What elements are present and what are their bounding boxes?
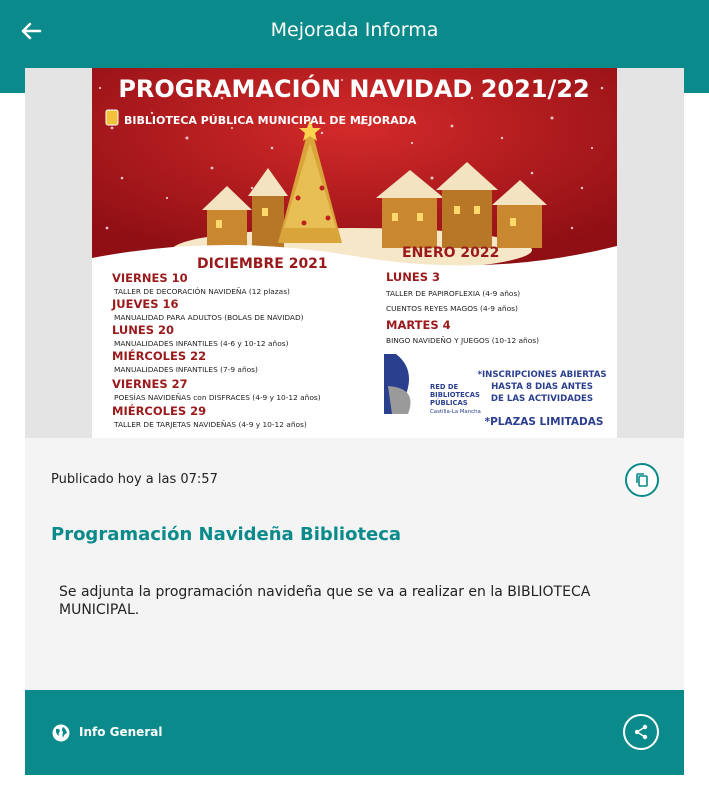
december-day: VIERNES 27 <box>112 377 188 391</box>
town-crest-icon <box>106 110 118 125</box>
notice-line4: *PLAZAS LIMITADAS <box>484 416 604 428</box>
january-activity: TALLER DE PAPIROFLEXIA (4-9 años) <box>386 289 521 298</box>
notice-line2: HASTA 8 DIAS ANTES <box>491 382 593 392</box>
december-day: MIÉRCOLES 22 <box>112 349 207 363</box>
poster-title: PROGRAMACIÓN NAVIDAD 2021/22 <box>118 75 590 103</box>
registration-notice <box>477 370 606 428</box>
january-day: LUNES 3 <box>386 270 441 284</box>
december-activity: TALLER DE DECORACIÓN NAVIDEÑA (12 plazas) <box>114 287 290 296</box>
january-activity: CUENTOS REYES MAGOS (4-9 años) <box>386 304 518 313</box>
poster-container <box>25 68 684 438</box>
december-activity: MANUALIDAD PARA ADULTOS (BOLAS DE NAVIDAD) <box>114 313 304 322</box>
network-line4: Castilla-La Mancha <box>430 409 481 415</box>
notice-line3: DE LAS ACTIVIDADES <box>490 394 594 404</box>
app-title: Mejorada Informa <box>270 19 439 41</box>
december-activity: TALLER DE TARJETAS NAVIDEÑAS (4-9 y 10-12 años) <box>114 420 307 429</box>
share-button[interactable] <box>623 714 659 750</box>
network-line2: BIBLIOTECAS <box>430 391 480 399</box>
december-day: VIERNES 10 <box>112 271 188 285</box>
january-heading: ENERO 2022 <box>402 245 500 261</box>
article-body: Se adjunta la programación navideña que se va a realizar en la BIBLIOTECA MUNICIPAL. <box>59 584 591 618</box>
copy-button[interactable] <box>625 463 659 497</box>
globe-icon <box>51 723 71 743</box>
news-card <box>25 68 684 775</box>
card-footer <box>25 690 684 775</box>
network-line3: PÚBLICAS <box>430 399 468 407</box>
december-day: LUNES 20 <box>112 323 175 337</box>
notice-line1: *INSCRIPCIONES ABIERTAS <box>477 370 607 380</box>
january-day: MARTES 4 <box>386 318 451 332</box>
article-title: Programación Navideña Biblioteca <box>51 524 402 545</box>
december-day: JUEVES 16 <box>112 297 179 311</box>
december-activity: MANUALIDADES INFANTILES (7-9 años) <box>114 365 258 374</box>
network-line1: RED DE <box>430 383 459 391</box>
published-time: Publicado hoy a las 07:57 <box>51 472 218 487</box>
category-link[interactable]: Info General <box>79 725 163 739</box>
december-heading: DICIEMBRE 2021 <box>197 256 328 272</box>
december-activity: MANUALIDADES INFANTILES (4-6 y 10-12 años) <box>114 339 289 348</box>
december-activity: POESÍAS NAVIDEÑAS con DISFRACES (4-9 y 10-12 años) <box>114 393 321 402</box>
copy-icon <box>634 472 650 488</box>
share-icon <box>633 724 649 740</box>
december-day: MIÉRCOLES 29 <box>112 404 207 418</box>
poster-image[interactable] <box>92 68 617 438</box>
poster-subtitle: BIBLIOTECA PÚBLICA MUNICIPAL DE MEJORADA <box>124 114 417 127</box>
january-activity: BINGO NAVIDEÑO Y JUEGOS (10-12 años) <box>386 336 539 345</box>
